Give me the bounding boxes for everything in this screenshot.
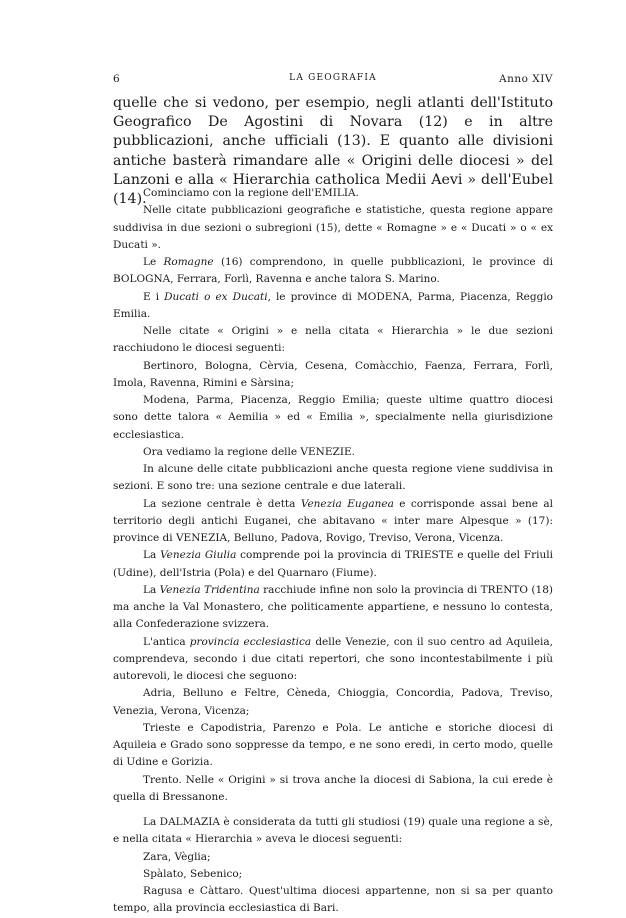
diocese-list: Modena, Parma, Piacenza, Reggio Emilia; queste ultime quattro diocesi sono dette talora « Aemilia » ed « Emilia », specialmente nella giurisdizione ecclesiastica. — [113, 394, 553, 441]
text: E i — [143, 290, 165, 303]
diocese-list: Trieste e Capodistria, Parenzo e Pola. Le antiche e storiche diocesi di Aquileia e Grado sono soppresse da tempo, e ne sono eredi, in certo modo, quelle di Udine e Gorizia. — [113, 721, 553, 769]
italic-text: Ducati o ex Ducati — [164, 290, 268, 303]
paragraph — [113, 289, 553, 324]
volume-label: Anno XIV — [499, 73, 553, 85]
italic-text: Venezia Giulia — [160, 549, 237, 562]
running-header — [113, 73, 553, 89]
text: Le — [143, 256, 164, 268]
paragraph — [113, 254, 553, 289]
body-text — [113, 185, 553, 918]
page-number: 6 — [113, 73, 121, 85]
italic-text: Venezia Euganea — [300, 497, 394, 510]
diocese-list: Adria, Belluno e Feltre, Cèneda, Chioggia, Concordia, Padova, Treviso, Venezia, Verona, Vicenza; — [113, 687, 553, 717]
paragraph: Nelle citate « Origini » e nella citata « Hierarchia » le due sezioni racchiudono le diocesi seguenti: — [113, 325, 553, 355]
text: (16) comprendono, in quelle pubblicazioni, le province di BOLOGNA, Ferrara, Forlì, Ravenna e anche talora S. Marino. — [113, 256, 553, 286]
text: , le province di MODENA, Parma, Piacenza, Reggio Emilia. — [113, 290, 554, 320]
text: racchiude infine non solo la provincia di TRENTO (18) ma anche la Val Monastero, che politicamente appartiene, e nessuno lo contesta, alla Confederazione svizzera. — [113, 583, 553, 631]
text: La — [143, 549, 161, 562]
running-title: LA GEOGRAFIA — [289, 73, 377, 83]
paragraph — [113, 496, 553, 548]
diocese-list: Trento. Nelle « Origini » si trova anche la diocesi di Sabiona, la cui erede è quella di Bressanone. — [113, 773, 553, 803]
italic-text: provincia ecclesiastica — [189, 635, 312, 648]
paragraph: In alcune delle citate pubblicazioni anche questa regione viene suddivisa in sezioni. E sono tre: una sezione centrale e due laterali. — [113, 463, 553, 493]
text: comprende poi la provincia di TRIESTE e quelle del Friuli (Udine), dell'Istria (Pola) e del Quarnaro (Fiume). — [113, 549, 553, 579]
text: L'antica — [143, 635, 190, 648]
paragraph: Nelle citate pubblicazioni geografiche e statistiche, questa regione appare suddivisa in due sezioni o subregioni (15), dette « Romagne » e « Ducati » o « ex Ducati ». — [113, 204, 553, 251]
diocese-list: Zara, Vèglia; — [143, 850, 211, 863]
text: La sezione centrale è detta — [143, 497, 301, 510]
paragraph — [113, 547, 553, 582]
paragraph-dalmazia-intro: La DALMAZIA è considerata da tutti gli studiosi (19) quale una regione a sè, e nella citata « Hierarchia » aveva le diocesi seguenti: — [113, 816, 553, 846]
paragraph — [113, 634, 553, 686]
paragraph — [113, 582, 553, 634]
text: delle Venezie, con il suo centro ad Aquileia, comprendeva, secondo i due citati repertori, che sono incontestabilmente i più autorevoli, le diocesi che seguono: — [113, 635, 553, 682]
text: e corrisponde assai bene al territorio degli antichi Euganei, che abitavano « inter mare Alpesque » (17): province di VENEZIA, Belluno, Padova, Rovigo, Treviso, Verona, Vicenza. — [113, 497, 553, 544]
italic-text: Venezia Tridentina — [159, 583, 260, 596]
diocese-list: Spàlato, Sebenico; — [143, 867, 243, 880]
diocese-list: Bertinoro, Bologna, Cèrvia, Cesena, Comàcchio, Faenza, Ferrara, Forlì, Imola, Ravenna, Rimini e Sàrsina; — [113, 359, 553, 389]
intro-paragraph: quelle che si vedono, per esempio, negli atlanti dell'Istituto Geografico De Agostini di Novara (12) e in altre pubblicazioni, anche ufficiali (13). E quanto alle divisioni antiche basterà rimandare alle « Origini delle diocesi » del Lanzoni e alla « Hierarchia catholica Medii Aevi » dell'Eubel (14). — [113, 95, 553, 208]
paragraph-venezie-intro: Ora vediamo la regione delle VENEZIE. — [143, 445, 355, 458]
text: La — [143, 583, 160, 596]
diocese-list: Ragusa e Càttaro. Quest'ultima diocesi appartenne, non si sa per quanto tempo, alla provincia ecclesiastica di Bari. — [113, 885, 553, 915]
paragraph-emilia-intro: Cominciamo con la regione dell'EMILIA. — [143, 187, 359, 199]
italic-text: Romagne — [163, 256, 214, 268]
